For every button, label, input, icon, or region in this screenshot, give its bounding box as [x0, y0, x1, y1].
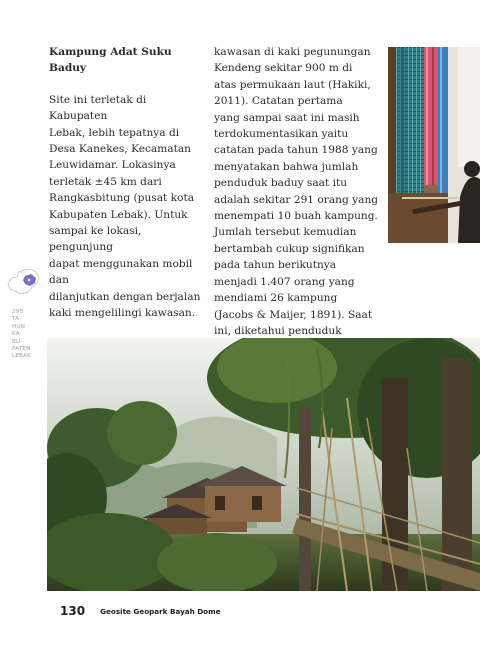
- text-line: dapat menggunakan mobil dan: [49, 257, 193, 287]
- side-label-line: BU-: [12, 338, 23, 345]
- text-line: pada tahun berikutnya: [214, 259, 337, 272]
- side-label-line: KA-: [12, 331, 22, 338]
- photo-woven-textiles: [388, 47, 480, 243]
- paragraph-continued: [214, 44, 380, 339]
- text-line: terdokumentasikan yaitu: [214, 128, 349, 141]
- text-line: sampai ke lokasi, pengunjung: [49, 225, 142, 254]
- text-line: catatan pada tahun 1988 yang: [214, 144, 378, 157]
- side-label-line: TA-: [12, 316, 22, 323]
- text-line: Kabupaten Lebak). Untuk: [49, 208, 188, 221]
- text-line: atas permukaan laut (Hakiki,: [214, 78, 371, 91]
- text-line: Lebak, lebih tepatnya di: [49, 126, 180, 139]
- text-line: kawasan di kaki pegunungan: [214, 46, 371, 58]
- regional-map-icon: [6, 266, 42, 298]
- page-footer: [60, 600, 221, 619]
- text-line: terletak ±45 km dari: [49, 175, 162, 188]
- text-line: menjadi 1.407 orang yang: [214, 275, 355, 288]
- section-heading: Kampung Adat Suku Baduy: [49, 46, 172, 75]
- paragraph-location: [49, 92, 201, 322]
- text-line: Kendeng sekitar 900 m di: [214, 62, 353, 75]
- side-label-line: PATEN: [12, 346, 31, 353]
- side-label-line: HUN: [12, 323, 26, 330]
- running-title: Geosite Geopark Bayah Dome: [100, 607, 221, 616]
- text-line: dilanjutkan dengan berjalan: [49, 290, 201, 303]
- page-number: 130: [60, 604, 86, 618]
- text-line: Leuwidamar. Lokasinya: [49, 159, 176, 172]
- text-line: menyatakan bahwa jumlah: [214, 160, 359, 173]
- text-line: bertambah cukup signifikan: [214, 242, 365, 255]
- text-line: (Jacobs & Maijer, 1891). Saat: [214, 308, 373, 321]
- side-label-line: 295: [12, 309, 24, 315]
- text-line: Site ini terletak di Kabupaten: [49, 93, 147, 123]
- photo-baduy-village-forest: [47, 338, 480, 591]
- text-line: Desa Kanekes, Kecamatan: [49, 143, 191, 156]
- side-label-line: LEBAK: [12, 353, 31, 360]
- text-column-right: [214, 44, 380, 339]
- text-line: penduduk baduy saat itu: [214, 177, 348, 190]
- text-line: menempati 10 buah kampung.: [214, 210, 378, 223]
- text-line: Rangkasbitung (pusat kota: [49, 192, 195, 205]
- text-line: kaki mengelilingi kawasan.: [49, 307, 196, 320]
- text-line: mendiami 26 kampung: [214, 292, 338, 305]
- text-line: adalah sekitar 291 orang yang: [214, 193, 379, 206]
- region-side-label: [12, 309, 42, 361]
- text-line: 2011). Catatan pertama: [214, 95, 343, 108]
- text-line: Jumlah tersebut kemudian: [214, 226, 357, 239]
- text-line: yang sampai saat ini masih: [214, 111, 360, 124]
- text-line: ini, diketahui penduduk: [214, 324, 342, 337]
